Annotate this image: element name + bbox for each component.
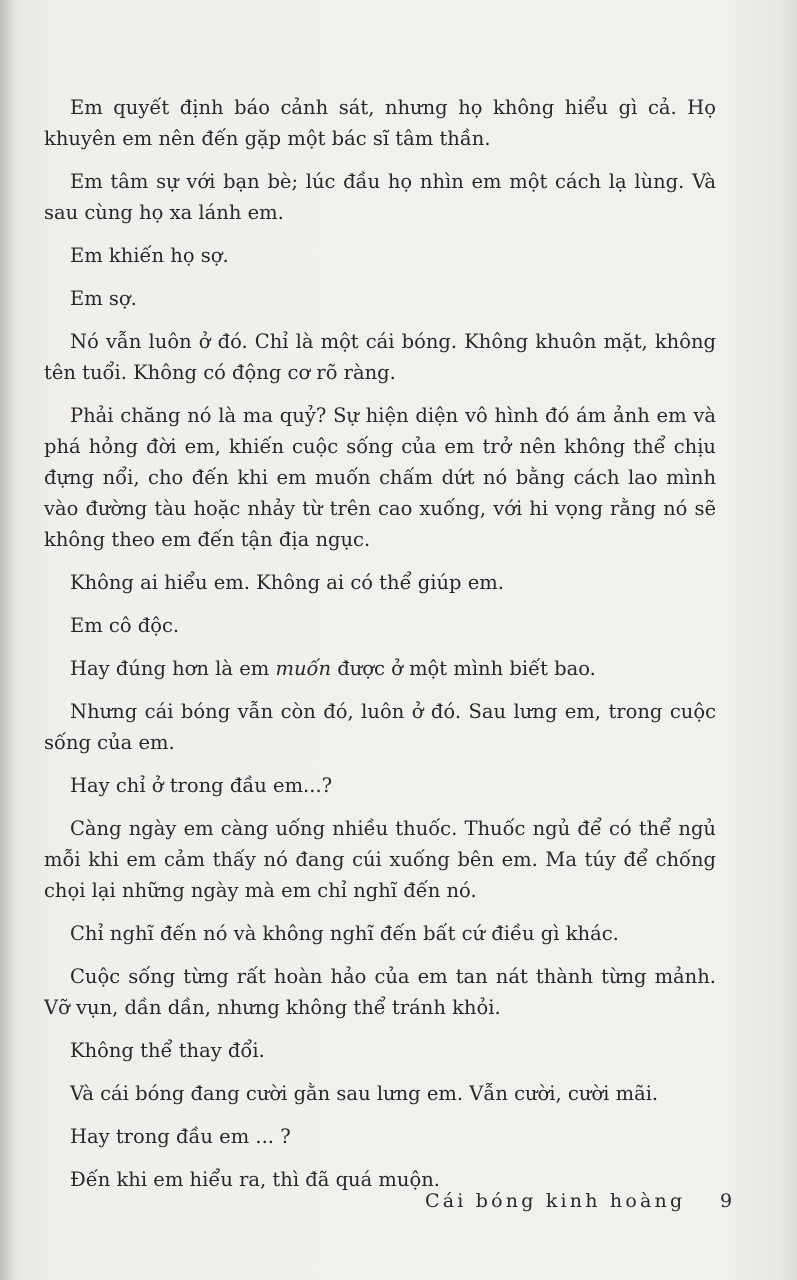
paragraph: Và cái bóng đang cười gằn sau lưng em. Vẫn cười, cười mãi. bbox=[70, 1082, 659, 1105]
paragraph-text: được ở một mình biết bao. bbox=[331, 657, 596, 680]
paragraph: Cuộc sống từng rất hoàn hảo của em tan nát thành từng mảnh. Vỡ vụn, dần dần, nhưng không thể tránh khỏi. bbox=[44, 965, 716, 1019]
paragraph: Nó vẫn luôn ở đó. Chỉ là một cái bóng. Không khuôn mặt, không tên tuổi. Không có động cơ rõ ràng. bbox=[44, 330, 716, 384]
paragraph: Hay chỉ ở trong đầu em...? bbox=[70, 774, 333, 797]
paragraph: Em quyết định báo cảnh sát, nhưng họ không hiểu gì cả. Họ khuyên em nên đến gặp một bác sĩ tâm thần. bbox=[44, 96, 716, 150]
paragraph: Chỉ nghĩ đến nó và không nghĩ đến bất cứ điều gì khác. bbox=[70, 922, 619, 945]
paragraph-text: Hay đúng hơn là em bbox=[70, 657, 276, 680]
paragraph: Không thể thay đổi. bbox=[70, 1039, 265, 1062]
paragraph: Em tâm sự với bạn bè; lúc đầu họ nhìn em một cách lạ lùng. Và sau cùng họ xa lánh em. bbox=[44, 170, 716, 224]
paragraph: Em sợ. bbox=[70, 287, 137, 310]
paragraph: Không ai hiểu em. Không ai có thể giúp em. bbox=[70, 571, 504, 594]
emphasized-word: muốn bbox=[275, 657, 332, 680]
page-number: 9 bbox=[720, 1190, 733, 1212]
body-text bbox=[44, 92, 716, 1207]
paragraph: Em khiến họ sợ. bbox=[70, 244, 229, 267]
page-footer bbox=[0, 1190, 797, 1220]
paragraph-with-emphasis bbox=[44, 653, 716, 684]
paragraph: Càng ngày em càng uống nhiều thuốc. Thuốc ngủ để có thể ngủ mỗi khi em cảm thấy nó đang cúi xuống bên em. Ma túy để chống chọi lại những ngày mà em chỉ nghĩ đến nó. bbox=[44, 817, 716, 902]
paragraph: Hay trong đầu em ... ? bbox=[70, 1125, 291, 1148]
paragraph: Phải chăng nó là ma quỷ? Sự hiện diện vô hình đó ám ảnh em và phá hỏng đời em, khiến cuộc sống của em trở nên không thể chịu đựng nổi, cho đến khi em muốn chấm dứt nó bằng cách lao mình vào đường tàu hoặc nhảy từ trên cao xuống, với hi vọng rằng nó sẽ không theo em đến tận địa ngục. bbox=[44, 404, 716, 551]
paragraph: Đến khi em hiểu ra, thì đã quá muộn. bbox=[70, 1168, 440, 1191]
running-title: Cái bóng kinh hoàng bbox=[425, 1190, 686, 1212]
paragraph: Nhưng cái bóng vẫn còn đó, luôn ở đó. Sau lưng em, trong cuộc sống của em. bbox=[44, 700, 716, 754]
paragraph: Em cô độc. bbox=[70, 614, 180, 637]
